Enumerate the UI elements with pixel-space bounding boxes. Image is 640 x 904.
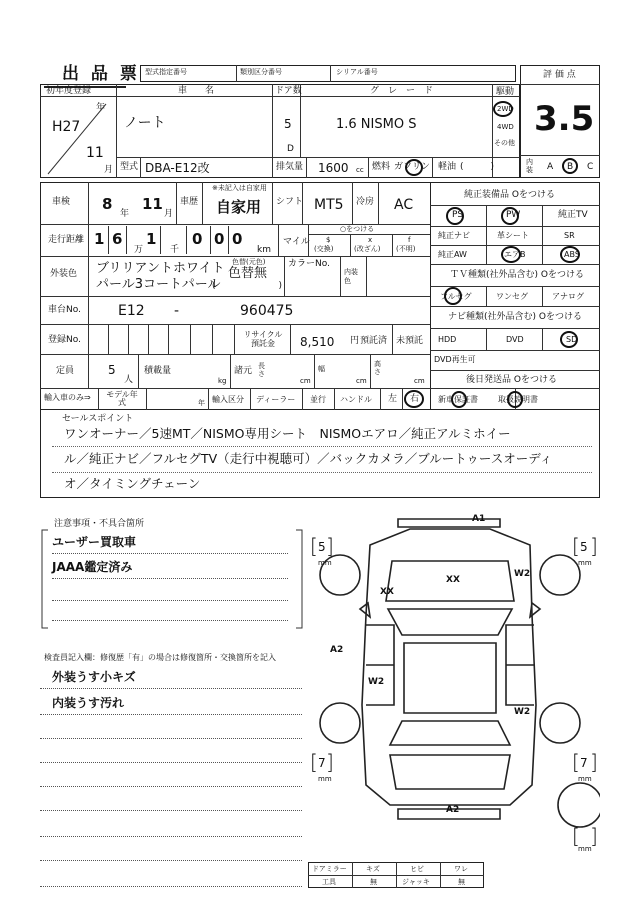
mark-xx-fender: XX <box>380 587 394 597</box>
mod-bottom: (改ざん) <box>354 245 381 253</box>
tread-spare-mm: mm <box>578 845 592 853</box>
mark-w2-front: W2 <box>514 569 531 579</box>
reg-month: 11 <box>86 145 104 161</box>
shaken-label: 車検 <box>52 197 71 207</box>
shaken-month: 11 <box>142 195 163 213</box>
after-manual: 取扱説明書 <box>498 395 538 404</box>
sales-line-2: ル／純正ナビ／フルセグTV（走行中視聴可）／バックカメラ／ブルートゥースオーディ <box>64 451 553 466</box>
color-line1: ブリリアントホワイト <box>96 261 225 276</box>
handle-label: ハンドル <box>340 395 372 404</box>
ac-value: AC <box>394 197 414 213</box>
equip-airbag-circle <box>501 246 521 263</box>
after-manual-circle <box>507 391 523 408</box>
width-cm: cm <box>356 377 367 385</box>
equip-leather: 革シート <box>497 231 529 240</box>
mark-a1: A1 <box>472 514 486 524</box>
fuel-gasoline-circle <box>405 159 423 176</box>
import-dealer: ディーラー <box>256 395 296 404</box>
tv-analog: アナログ <box>552 292 584 301</box>
history-note: ※未記入は自家用 <box>212 184 267 192</box>
history-label: 車歴 <box>180 197 199 207</box>
mile-label: マイル <box>283 237 310 247</box>
fuel-label: 燃料 <box>372 162 391 172</box>
year-mark: 年 <box>96 103 106 113</box>
mileage-km: km <box>257 245 271 255</box>
acc-jack-value: 無 <box>458 878 465 886</box>
mark-a2-rear: A2 <box>446 805 460 815</box>
acc-tools-label: 工具 <box>322 878 336 886</box>
equip-pw-circle <box>501 207 519 225</box>
shaken-tsuki: 月 <box>164 209 174 219</box>
handle-right-circle <box>404 390 424 408</box>
height-label: 高さ <box>374 360 381 376</box>
tread-rl-close: ] <box>326 750 334 774</box>
displacement-label: 排気量 <box>276 162 304 172</box>
swap-top: $ <box>326 236 331 244</box>
sales-label: セールスポイント <box>62 414 134 424</box>
tread-rear-left: 7 <box>318 756 326 770</box>
model-year-label: モデル年式 <box>106 390 138 407</box>
notes-label: 注意事項・不具合箇所 <box>54 519 145 529</box>
width-label: 幅 <box>318 365 325 373</box>
drive-2wd: 2WD <box>497 105 514 113</box>
regno-label: 登録No. <box>48 335 81 345</box>
equip-ps-circle <box>446 207 464 225</box>
tread-rr-open: [ <box>572 750 580 774</box>
form-title: 出 品 票 <box>62 64 140 84</box>
equip-sr: SR <box>564 231 575 240</box>
mod-top: x <box>368 236 373 244</box>
after-warranty-circle <box>451 391 467 408</box>
tread-fl-mm: mm <box>318 559 332 567</box>
note-line-2: JAAA鑑定済み <box>52 560 133 574</box>
inspector-label: 検査員記入欄：修復歴「有」の場合は修復箇所・交換箇所を記入 <box>44 653 276 662</box>
tread-rl-open: [ <box>310 750 318 774</box>
dvd-play-label: DVD再生可 <box>434 355 476 364</box>
category-label: 類別区分番号 <box>240 68 282 76</box>
equip-ps: PS <box>452 210 464 220</box>
mileage-label: 走行距離 <box>48 235 85 245</box>
mark-w2-rear: W2 <box>514 707 531 717</box>
reg-year: H27 <box>52 119 81 135</box>
tread-fr-mm: mm <box>578 559 592 567</box>
month-mark: 月 <box>104 165 114 175</box>
navi-hdd: HDD <box>438 335 457 344</box>
car-damage-diagram <box>300 505 600 848</box>
length-cm: cm <box>300 377 311 385</box>
car-name-label: 車 名 <box>178 86 215 96</box>
navi-sd: SD <box>566 335 578 344</box>
tread-front-left: 5 <box>318 540 326 554</box>
capacity-person: 人 <box>124 375 134 385</box>
model-value: DBA-E12改 <box>145 161 210 175</box>
equip-abs: ABS <box>564 250 580 259</box>
mileage-digit-2: 6 <box>112 230 123 248</box>
navi-sd-circle <box>560 331 578 348</box>
tread-fl-close: ] <box>326 534 334 558</box>
interior-a: A <box>547 162 554 172</box>
import-label: 輸入車のみ⇒ <box>44 393 91 402</box>
equipment-title: 純正装備品 Oをつける <box>464 190 555 200</box>
import-parallel: 並行 <box>310 395 326 404</box>
acc-head-scratch: キズ <box>366 865 380 873</box>
capacity-value: 5 <box>108 363 116 377</box>
chassis-dash: - <box>174 303 180 319</box>
recycle-unpaid: 未預託 <box>396 336 424 346</box>
acc-tools-value: 無 <box>370 878 377 886</box>
drive-2wd-circle <box>493 101 513 117</box>
interior-b: B <box>567 162 574 172</box>
doors-d: D <box>287 144 294 154</box>
mileage-digit-5: 0 <box>214 230 225 248</box>
tread-rr-mm: mm <box>578 775 592 783</box>
tread-fr-close: ] <box>590 534 598 558</box>
equip-tv: 純正TV <box>558 210 588 220</box>
interior-c: C <box>587 162 594 172</box>
color-change-label: 色替(元色) <box>232 258 266 266</box>
after-title: 後日発送品 Oをつける <box>466 375 557 385</box>
acc-jack-label: ジャッキ <box>402 878 430 886</box>
history-value: 自家用 <box>216 198 262 216</box>
interior-color-label: 内装色 <box>344 268 358 285</box>
recycle-label: リサイクル預託金 <box>243 330 283 348</box>
doors-label: ドア数 <box>275 86 302 96</box>
displacement-value: 1600 <box>318 161 349 175</box>
recycle-amount: 8,510 <box>300 335 335 349</box>
sales-line-1: ワンオーナー／5速MT／NISMO専用シート NISMOエアロ／純正アルミホイー <box>64 426 511 441</box>
tread-front-right: 5 <box>580 540 588 554</box>
color-label: 外装色 <box>50 269 78 279</box>
cc-unit: cc <box>356 166 364 174</box>
after-warranty: 新車保証書 <box>438 395 478 404</box>
mileage-digit-6: 0 <box>232 230 243 248</box>
load-label: 積載量 <box>144 366 172 376</box>
unknown-bottom: (不明) <box>396 245 416 253</box>
tread-rl-mm: mm <box>318 775 332 783</box>
tread-spare-close: ] <box>590 824 598 848</box>
swap-bottom: (交換) <box>314 245 334 253</box>
shaken-nen: 年 <box>120 209 130 219</box>
serial-label: シリアル番号 <box>336 68 378 76</box>
car-name: ノート <box>124 115 166 131</box>
doors-value: 5 <box>284 117 292 131</box>
equip-navi: 純正ナビ <box>438 231 470 240</box>
capacity-label: 定員 <box>56 366 75 376</box>
fuel-gasoline: ガソリン <box>394 162 431 172</box>
navi-title: ナビ種類(社外品含む) Oをつける <box>448 312 582 322</box>
ac-label: 冷房 <box>356 197 375 207</box>
mark-w2-door: W2 <box>368 677 385 687</box>
interior-label: 内装 <box>526 158 533 174</box>
color-paren: ( ) <box>212 281 283 291</box>
rating-score: 3.5 <box>534 99 595 139</box>
length-label: 長さ <box>258 362 265 378</box>
inspector-line-2: 内装うす汚れ <box>52 696 125 710</box>
drive-other: その他 <box>494 139 515 147</box>
fuel-diesel: 軽油 <box>438 162 457 172</box>
height-cm: cm <box>414 377 425 385</box>
tv-oneseg: ワンセグ <box>496 292 528 301</box>
model-cert-label: 型式指定番号 <box>145 68 187 76</box>
navi-dvd: DVD <box>506 335 524 344</box>
import-cat-label: 輸入区分 <box>212 395 244 404</box>
mileage-digit-3: 1 <box>146 230 157 248</box>
mark-xx-hood: XX <box>446 575 460 585</box>
model-year-nen: 年 <box>198 399 205 407</box>
mileage-sen: 千 <box>170 245 180 255</box>
mark-a2-side: A2 <box>330 645 344 655</box>
rating-label: 評 価 点 <box>543 70 576 80</box>
acc-head-break: ワレ <box>454 865 468 873</box>
tv-fullseg-circle <box>444 287 462 305</box>
model-label: 型式 <box>120 162 139 172</box>
chassis-label: 車台No. <box>48 305 81 315</box>
first-reg-label: 初年度登録 <box>46 86 92 96</box>
shift-label: シフト <box>276 197 304 207</box>
color-line2: パール3コートパール <box>96 277 221 292</box>
equip-aw: 純正AW <box>438 250 467 259</box>
id-number-row <box>140 65 516 82</box>
grade-label: グ レ ー ド <box>370 86 434 96</box>
equip-abs-circle <box>560 246 580 263</box>
color-change: 色替無 <box>228 266 268 281</box>
note-line-1: ユーザー買取車 <box>52 535 137 549</box>
mileage-digit-4: 0 <box>192 230 203 248</box>
tread-spare-open: [ <box>572 824 580 848</box>
equip-airbag: エアB <box>504 250 526 259</box>
tv-title: ＴＶ種類(社外品含む) Oをつける <box>450 270 584 280</box>
shift-value: MT5 <box>314 197 344 213</box>
unknown-top: f <box>408 236 411 244</box>
chassis-prefix: E12 <box>118 303 145 319</box>
tv-fullseg: フルセグ <box>440 292 472 301</box>
tread-rear-right: 7 <box>580 756 588 770</box>
tread-fr-open: [ <box>572 534 580 558</box>
interior-b-circle <box>562 158 578 174</box>
inspector-line-1: 外装うす小キズ <box>52 670 136 684</box>
sales-line-3: オ／タイミングチェーン <box>64 476 201 491</box>
mileage-digit-1: 1 <box>94 230 105 248</box>
shaken-year: 8 <box>102 195 113 213</box>
load-kg: kg <box>218 377 227 385</box>
tread-rr-close: ] <box>590 750 598 774</box>
dims-label: 諸元 <box>234 366 253 376</box>
chassis-number: 960475 <box>240 303 294 319</box>
drive-label: 駆動 <box>496 87 515 97</box>
acc-head-mirror: ドアミラー <box>312 865 347 873</box>
handle-left: 左 <box>388 394 398 404</box>
mileage-man: 万 <box>134 245 144 255</box>
handle-right: 右 <box>410 394 420 404</box>
drive-4wd: 4WD <box>497 123 514 131</box>
color-no-label: カラーNo. <box>288 259 330 269</box>
acc-head-crack: ヒビ <box>410 865 424 873</box>
equip-pw: PW <box>506 210 521 220</box>
maru-note: ○をつける <box>340 225 375 233</box>
recycle-unit: 円 <box>350 336 360 346</box>
grade-value: 1.6 NISMO S <box>336 117 417 132</box>
fuel-other: ( ) <box>460 162 495 172</box>
recycle-paid: 預託済 <box>360 336 388 346</box>
tread-fl-open: [ <box>310 534 318 558</box>
